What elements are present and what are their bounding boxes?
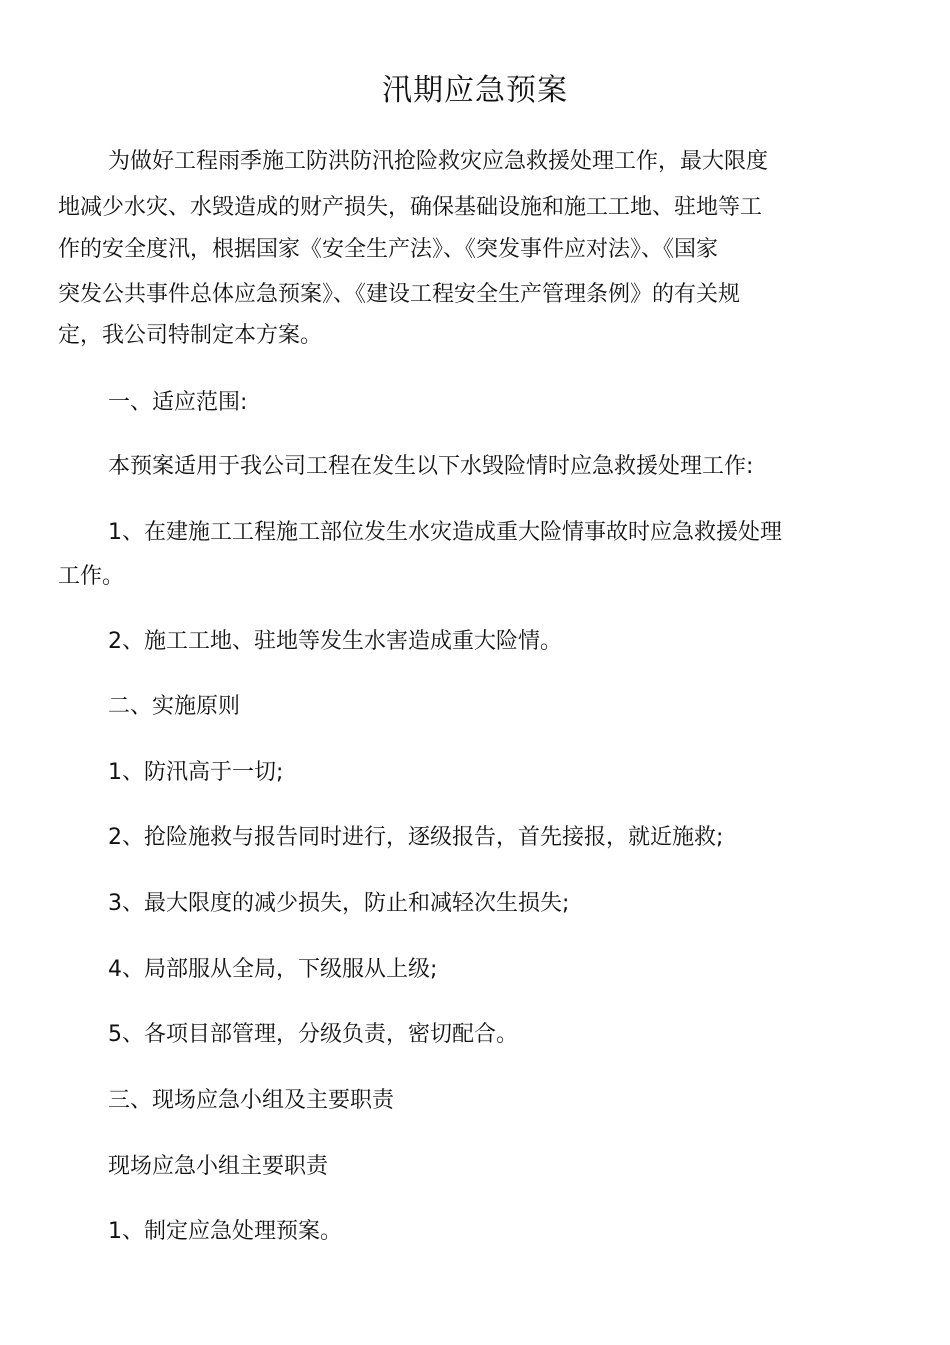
list-item: 1、防汛高于一切; [108,760,284,785]
intro-paragraph-line: 为做好工程雨季施工防洪防汛抢险救灾应急救援处理工作，最大限度 [108,149,769,174]
intro-paragraph-line: 地减少水灾、水毁造成的财产损失，确保基础设施和施工工地、驻地等工 [58,195,763,220]
list-item: 5、各项目部管理，分级负责，密切配合。 [108,1022,518,1047]
intro-paragraph-line: 突发公共事件总体应急预案》、《建设工程安全生产管理条例》的有关规 [58,282,741,307]
list-item: 2、施工工地、驻地等发生水害造成重大险情。 [108,629,562,654]
section-heading: 二、实施原则 [108,694,241,719]
list-item: 4、局部服从全局，下级服从上级; [108,957,438,982]
section-heading: 一、适应范围: [108,390,248,415]
list-item: 1、在建施工工程施工部位发生水灾造成重大险情事故时应急救援处理 [108,520,782,545]
list-item-continuation: 工作。 [58,564,125,589]
section-heading: 三、现场应急小组及主要职责 [108,1088,395,1113]
document-title: 汛期应急预案 [382,73,568,108]
intro-paragraph-line: 定，我公司特制定本方案。 [58,323,323,348]
list-item: 1、制定应急处理预案。 [108,1219,342,1244]
list-item: 2、抢险施救与报告同时进行，逐级报告，首先接报，就近施救; [108,825,724,850]
section-subheading: 现场应急小组主要职责 [108,1154,329,1179]
section-intro: 本预案适用于我公司工程在发生以下水毁险情时应急救援处理工作: [108,454,754,479]
intro-paragraph-line: 作的安全度汛，根据国家《安全生产法》、《突发事件应对法》、《国家 [58,237,719,262]
list-item: 3、最大限度的减少损失，防止和减轻次生损失; [108,891,570,916]
